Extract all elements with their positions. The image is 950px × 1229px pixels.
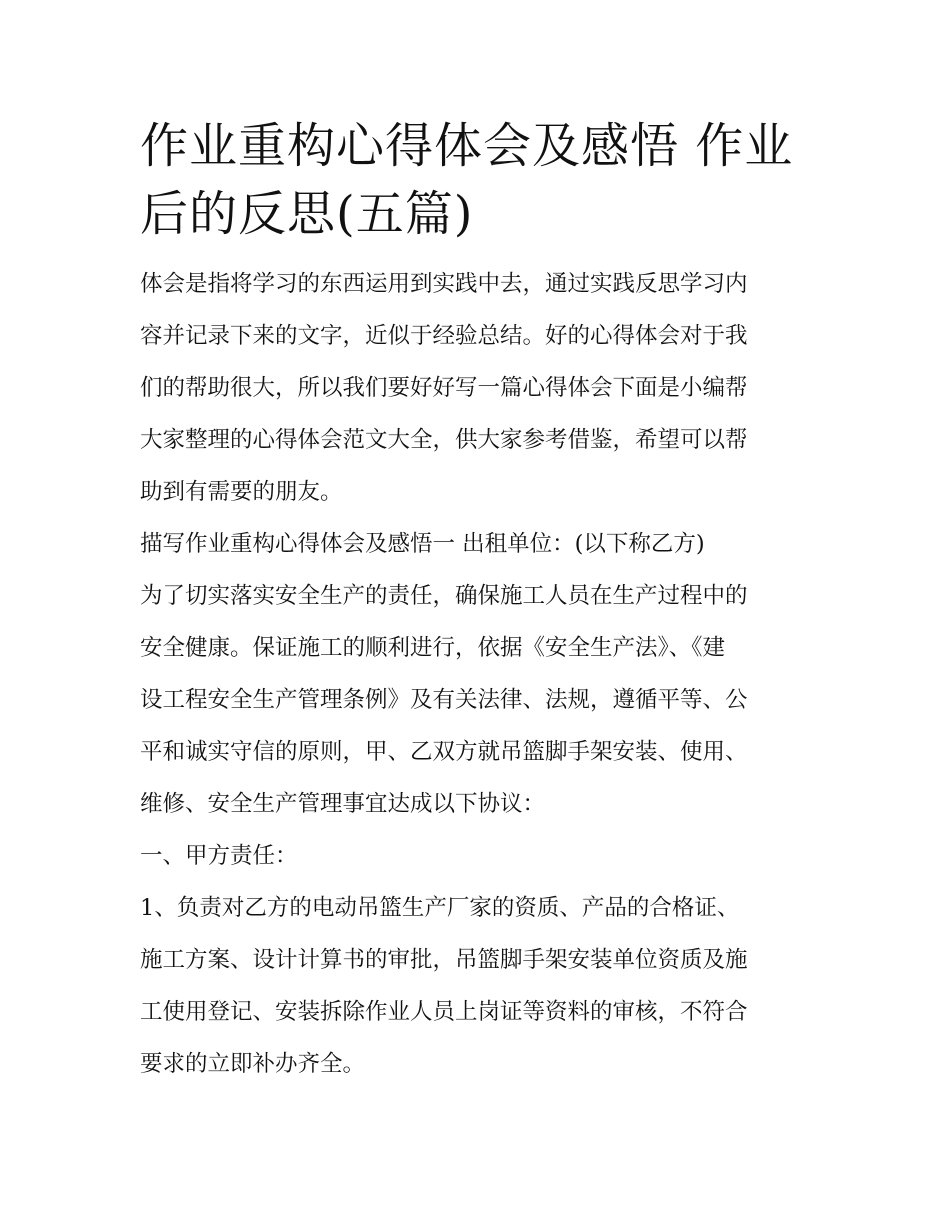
party-a-item-1: 1、负责对乙方的电动吊篮生产厂家的资质、产品的合格证、 施工方案、设计计算书的审批，吊篮脚手架安装单位资质及施 工使用登记、安装拆除作业人员上岗证等资料的审核，不符合 要求的立即补办齐全。 xyxy=(140,895,748,1077)
agreement-paragraph: 为了切实落实安全生产的责任，确保施工人员在生产过程中的 安全健康。保证施工的顺利进行，依据《安全生产法》、《建 设工程安全生产管理条例》及有关法律、法规，遵循平等、公 平和诚实守信的原则，甲、乙双方就吊篮脚手架安装、使用、 维修、安全生产管理事宜达成以下协议： xyxy=(140,583,748,817)
party-a-heading: 一、甲方责任： xyxy=(140,843,298,869)
document-title: 作业重构心得体会及感悟 作业 后的反思(五篇) xyxy=(140,118,794,242)
document-body xyxy=(140,112,820,1090)
intro-paragraph: 体会是指将学习的东西运用到实践中去，通过实践反思学习内 容并记录下来的文字，近似于经验总结。好的心得体会对于我 们的帮助很大，所以我们要好好写一篇心得体会下面是小编帮 大家整理的心得体会范文大全，供大家参考借鉴，希望可以帮 助到有需要的朋友。 xyxy=(140,271,748,505)
section-heading: 描写作业重构心得体会及感悟一 出租单位：(以下称乙方) xyxy=(140,531,705,557)
